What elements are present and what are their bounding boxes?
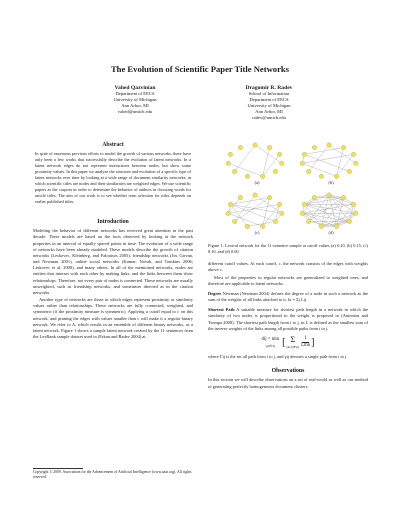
network-panel-b [300,143,358,179]
network-node [327,193,331,197]
network-node [302,202,306,206]
network-node [347,219,351,223]
network-node [273,169,277,173]
network-edge [304,154,349,171]
network-node [228,152,232,156]
intro-heading: Introduction [97,219,129,226]
network-node [334,224,338,228]
formula-sum-subscript: (m,n)∈γij [286,344,300,349]
abstract-heading: Abstract [102,142,124,148]
formula-lhs: dij = min [261,336,280,342]
network-figure [217,140,367,240]
author-dept: Department of EECS [115,91,155,97]
author-univ: University of Michigan [247,103,291,109]
shortest-path-text: A suitable measure for shortest path length in a network in which the similarity of two nodes is proportional to the weight is proposed in (Antoniou and Tsompa 2008). The shortest path length from i to j, in L is defined as the smallest sum of the inverse weights of the links among all possible paths from i to j. [208,307,369,331]
shortest-path-paragraph [208,307,368,332]
network-node [232,219,236,223]
network-node [306,219,310,223]
right-column [208,243,368,391]
network-node [260,174,264,178]
network-node [232,169,236,173]
network-node [253,143,257,147]
network-node [354,211,358,215]
network-edge [235,198,270,222]
network-edge [302,154,353,163]
degree-paragraph [208,291,368,303]
network-edge [302,204,353,213]
footnote: Copyright © 2009, Association for the Advancement of Artificial Intelligence (www.aaai.org). All rights reserved. [33,470,192,479]
network-node [300,161,304,165]
right-paragraph-2: Most of the properties in regular networks are generalized to weighted ones, and therefore are applicable to latent networks. [208,274,368,286]
network-node [312,145,316,149]
formula-numerator: 1 [302,336,308,343]
network-node [341,145,345,149]
network-node [302,152,306,156]
author-dept2: Department of EECS [249,97,289,103]
author-city: Ann Arbor, MI [255,109,283,115]
formula-denominator: Lmn [301,343,311,349]
network-node [334,174,338,178]
figure-1 [217,140,367,240]
author-email: radev@umich.edu [252,115,286,121]
network-node [354,161,358,165]
network-node [226,161,230,165]
author-name: Dragomir R. Radev [245,85,293,91]
network-node [277,202,281,206]
network-node [267,145,271,149]
formula-sum: Σ [290,334,296,344]
network-node [273,219,277,223]
network-node [347,169,351,173]
right-paragraph-1: different cutoff values. At each cutoff, c, the network consists of the edges with weights above c. [208,261,368,273]
panel-label-d: (d) [328,230,334,235]
intro-paragraph-1: Modeling the behavior of different networks has received great attention in the past decade. These models are based on the facts observed by looking at the network properties in an interval of equally spaced points in time. The evolution of a wide range of networks have been already modeled. These models describe the growth of citation networks (Leskovec, Kleinberg, and Faloutsos 2005), friendship networks (Jin, Girvan, and Newman 2001), online social networks (Kumar, Novak, and Tomkins 2006; Leskovec et al. 2008), and many others. In all of the mentioned networks, nodes are entities that interact with each other by making links, and the links between them show relationships. Therefore, not every pair of nodes is connected. These networks are usually unweighted, such as friendship networks, and sometimes directed as in the citation networks. [33,228,193,295]
network-node [260,224,264,228]
network-node [280,211,284,215]
panel-label-a: (a) [254,180,260,185]
network-node [351,152,355,156]
author-block-1 [70,85,200,115]
network-node [245,224,249,228]
network-edge [230,204,281,213]
network-node [245,174,249,178]
author-dept: School of Information [248,91,290,97]
panel-label-b: (b) [328,180,334,185]
author-name: Vahed Qazvinian [114,85,156,91]
network-node [253,193,257,197]
network-node [267,195,271,199]
figure-caption: Figure 1: Lexical network for the 11-sentence sample at cutoff values (a) 0.20, (b) 0.15, (c) 0.10, and (d) 0.00. [208,243,368,255]
network-panel-c [226,193,284,229]
observations-text: In this section we will describe observations on a set of real-world as well as our method of generating perfectly homogeneous document clusters. [208,377,368,389]
shortest-path-heading: Shortest Path [208,307,235,313]
paper-title: The Evolution of Scientific Paper Title Networks [110,64,290,74]
observations-heading: Observations [271,368,305,375]
network-node [228,202,232,206]
degree-heading: Degree [208,290,222,296]
degree-text: Newman (Newman 2004) defines the degree of a node in such a network as the sum of the weights of all links attached to it, ki = Σj Lij. [208,290,368,303]
network-node [319,174,323,178]
network-edge [309,145,329,171]
author-email: vahed@umich.edu [117,109,153,115]
network-edge [235,145,255,171]
author-city: Ann Arbor, MI [121,103,149,109]
network-panel-a [226,143,284,179]
where-text: where Γij is the set all path from i to j, and γij denotes a single path from i to j. [208,354,348,360]
network-node [306,169,310,173]
network-edge [304,204,355,213]
network-edge [228,204,279,213]
network-node [341,195,345,199]
abstract-text: In spite of enormous previous efforts to model the growth of various networks, there have only been a few works that successfully describe the evolution of latent networks. In a latent network edges do not represent interactions between nodes, but show some proximity values. In this paper we analyze the structure and evolution of a specific type of latent networks over time by looking at a wide range of document similarity networks, in which scientific titles are nodes and their similarities are weighted edges. We use scientific papers as the corpora in order to determine the behavior of authors in choosing words for article titles. The aim of our work is to see whether term selection for titles depends on earlier published titles. [35,151,191,205]
network-edge [302,213,321,226]
network-node [277,152,281,156]
author-univ: University of Michigan [113,97,157,103]
network-node [351,202,355,206]
panel-label-c: (c) [254,230,260,235]
intro-paragraph-2: Another type of networks are those in which edges represent proximity or similarity values rather than relationships. These networks are fully connected, weighted, and symmetric (if the proximity measure is symmetric). Applying a cutoff equal to c on this network, and pruning the edges with values smaller than c will make it a regular binary network. We refer to A, which results in an ensemble of different binary networks, as a latent network. Figure 1 shows a sample latent network created by the 11 sentences from the LexRank sample dataset used in (Erkan and Radev 2004) at [33,297,193,339]
formula-min-subscript: γij∈Γij [265,343,276,348]
network-node [300,211,304,215]
network-node [319,224,323,228]
network-node [280,161,284,165]
network-node [312,195,316,199]
network-edge [309,198,344,222]
left-column [33,142,193,341]
network-node [226,211,230,215]
author-block-2 [204,85,334,122]
network-node [238,195,242,199]
network-node [238,145,242,149]
footnote-rule [33,468,83,469]
shortest-path-formula: dij = min γij∈Γij [ Σ (m,n)∈γij 1 Lmn ] [261,334,315,349]
network-panel-d [300,193,358,229]
network-node [327,143,331,147]
